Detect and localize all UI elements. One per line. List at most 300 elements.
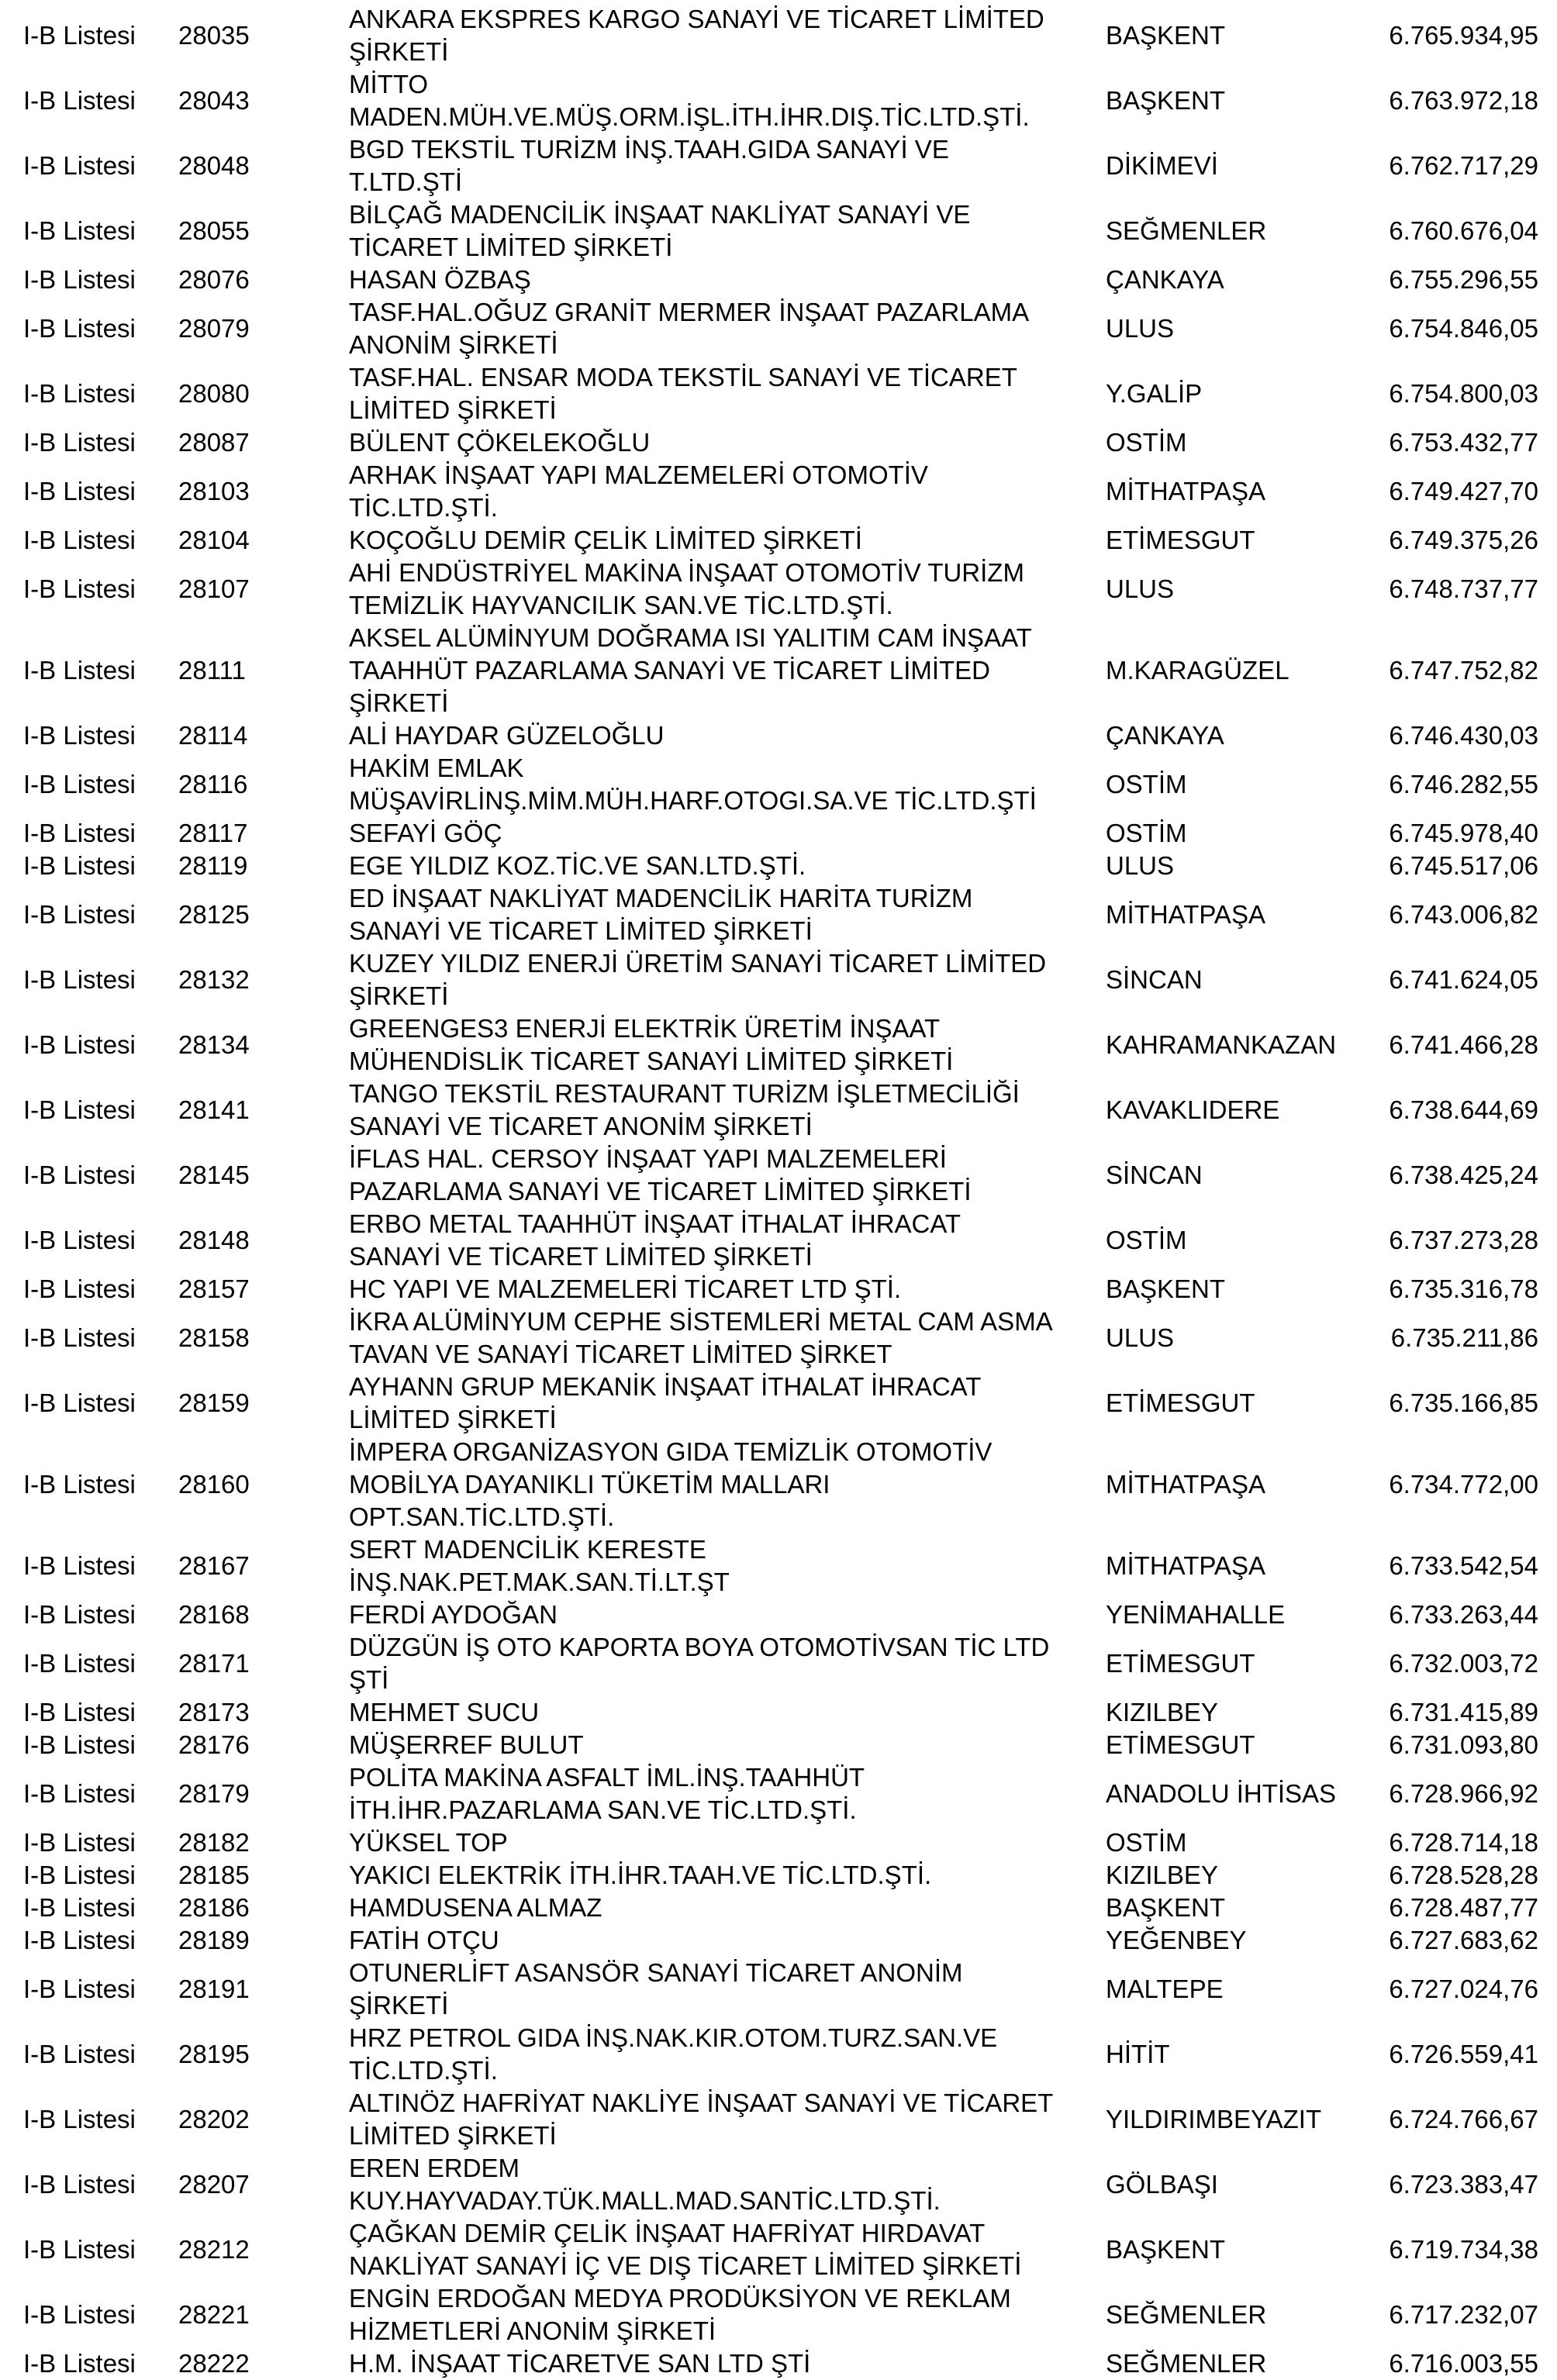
- taxpayer-name-line: KOÇOĞLU DEMİR ÇELİK LİMİTED ŞİRKETİ: [349, 526, 862, 554]
- record-number-cell: 28141: [178, 1095, 250, 1124]
- record-number-cell: 28173: [178, 1698, 250, 1726]
- taxpayer-name-cell: [349, 264, 1106, 296]
- list-type-cell: I-B Listesi: [23, 1861, 136, 1889]
- table-row: [23, 2087, 1538, 2152]
- tax-office-cell: KAVAKLIDERE: [1106, 1095, 1280, 1124]
- debt-amount-cell: 6.732.003,72: [1389, 1649, 1538, 1678]
- list-type-cell: I-B Listesi: [23, 2300, 136, 2329]
- list-type-cell: I-B Listesi: [23, 2235, 136, 2264]
- table-row: [23, 622, 1538, 719]
- taxpayer-name-line: FERDİ AYDOĞAN: [349, 1600, 558, 1629]
- record-number-cell: 28176: [178, 1730, 250, 1759]
- debt-amount-cell: 6.735.211,86: [1390, 1323, 1538, 1352]
- debt-amount-cell: 6.745.517,06: [1389, 851, 1538, 880]
- debt-amount-cell: 6.737.273,28: [1389, 1226, 1538, 1254]
- table-row: [23, 947, 1538, 1012]
- taxpayer-name-line: HAKİM EMLAK: [349, 754, 524, 782]
- taxpayer-name-line: OPT.SAN.TİC.LTD.ŞTİ.: [349, 1502, 615, 1531]
- list-type-cell: I-B Listesi: [23, 1893, 136, 1922]
- debt-amount-cell: 6.749.427,70: [1389, 477, 1538, 505]
- taxpayer-name-cell: [349, 882, 1106, 947]
- record-number-cell: 28195: [178, 2040, 250, 2068]
- taxpayer-name-cell: [349, 1826, 1106, 1859]
- taxpayer-name-cell: [349, 557, 1106, 622]
- list-type-cell: I-B Listesi: [23, 1095, 136, 1124]
- table-row: [23, 882, 1538, 947]
- tax-office-cell: ULUS: [1106, 574, 1175, 603]
- list-type-cell: I-B Listesi: [23, 1600, 136, 1629]
- tax-office-cell: OSTİM: [1106, 1828, 1187, 1857]
- tax-office-cell: BAŞKENT: [1106, 2235, 1226, 2264]
- record-number-cell: 28182: [178, 1828, 250, 1857]
- tax-office-cell: MİTHATPAŞA: [1106, 900, 1265, 929]
- taxpayer-name-line: MOBİLYA DAYANIKLI TÜKETİM MALLARI: [349, 1470, 830, 1499]
- table-row: [23, 752, 1538, 817]
- table-row: [23, 1012, 1538, 1078]
- list-type-cell: I-B Listesi: [23, 1730, 136, 1759]
- record-number-cell: 28191: [178, 1975, 250, 2003]
- debt-amount-cell: 6.765.934,95: [1389, 21, 1538, 50]
- taxpayer-name-cell: [349, 1143, 1106, 1208]
- tax-office-cell: KIZILBEY: [1106, 1861, 1218, 1889]
- taxpayer-name-line: AHİ ENDÜSTRİYEL MAKİNA İNŞAAT OTOMOTİV TURİZM: [349, 558, 1024, 587]
- list-type-cell: I-B Listesi: [23, 2105, 136, 2133]
- tax-office-cell: MİTHATPAŞA: [1106, 477, 1265, 505]
- list-type-cell: I-B Listesi: [23, 721, 136, 750]
- table-row: [23, 3, 1538, 68]
- taxpayer-name-cell: [349, 622, 1106, 719]
- taxpayer-name-cell: [349, 361, 1106, 426]
- taxpayer-name-cell: [349, 426, 1106, 459]
- debt-amount-cell: 6.734.772,00: [1389, 1470, 1538, 1499]
- tax-office-cell: OSTİM: [1106, 428, 1187, 457]
- table-row: [23, 459, 1538, 524]
- record-number-cell: 28171: [178, 1649, 250, 1678]
- tax-office-cell: DİKİMEVİ: [1106, 151, 1218, 180]
- tax-office-cell: ANADOLU İHTİSAS: [1106, 1779, 1337, 1808]
- record-number-cell: 28212: [178, 2235, 250, 2264]
- taxpayer-name-line: PAZARLAMA SANAYİ VE TİCARET LİMİTED ŞİRKETİ: [349, 1177, 972, 1206]
- taxpayer-name-line: ŞİRKETİ: [349, 981, 449, 1010]
- record-number-cell: 28079: [178, 314, 250, 343]
- debt-amount-cell: 6.738.425,24: [1389, 1161, 1538, 1189]
- list-type-cell: I-B Listesi: [23, 1698, 136, 1726]
- taxpayer-name-cell: [349, 2217, 1106, 2282]
- debt-amount-cell: 6.741.624,05: [1389, 965, 1538, 994]
- record-number-cell: 28114: [178, 721, 248, 750]
- taxpayer-name-line: KUY.HAYVADAY.TÜK.MALL.MAD.SANTİC.LTD.ŞTİ.: [349, 2186, 941, 2215]
- taxpayer-name-line: SEFAYİ GÖÇ: [349, 819, 502, 847]
- record-number-cell: 28148: [178, 1226, 250, 1254]
- taxpayer-name-cell: [349, 2022, 1106, 2087]
- debt-amount-cell: 6.741.466,28: [1389, 1030, 1538, 1059]
- record-number-cell: 28168: [178, 1600, 250, 1629]
- taxpayer-name-cell: [349, 752, 1106, 817]
- debt-amount-cell: 6.735.166,85: [1389, 1388, 1538, 1417]
- record-number-cell: 28111: [178, 656, 246, 685]
- table-row: [23, 1143, 1538, 1208]
- tax-office-cell: ULUS: [1106, 1323, 1175, 1352]
- taxpayer-name-cell: [349, 817, 1106, 850]
- table-row: [23, 1208, 1538, 1273]
- taxpayer-name-line: ENGİN ERDOĞAN MEDYA PRODÜKSİYON VE REKLAM: [349, 2284, 1011, 2313]
- debt-amount-cell: 6.716.003,55: [1389, 2349, 1538, 2378]
- tax-office-cell: ÇANKAYA: [1106, 721, 1224, 750]
- table-row: [23, 426, 1538, 459]
- list-type-cell: I-B Listesi: [23, 1470, 136, 1499]
- list-type-cell: I-B Listesi: [23, 1388, 136, 1417]
- tax-office-cell: ULUS: [1106, 314, 1175, 343]
- taxpayer-name-line: ERBO METAL TAAHHÜT İNŞAAT İTHALAT İHRACAT: [349, 1209, 961, 1238]
- taxpayer-name-line: DÜZGÜN İŞ OTO KAPORTA BOYA OTOMOTİVSAN TİC LTD: [349, 1633, 1050, 1661]
- taxpayer-name-line: HAMDUSENA ALMAZ: [349, 1893, 602, 1922]
- tax-office-cell: MİTHATPAŞA: [1106, 1551, 1265, 1580]
- record-number-cell: 28080: [178, 379, 250, 408]
- tax-office-cell: YILDIRIMBEYAZIT: [1106, 2105, 1322, 2133]
- record-number-cell: 28189: [178, 1926, 250, 1954]
- list-type-cell: I-B Listesi: [23, 851, 136, 880]
- taxpayer-name-line: TİCARET LİMİTED ŞİRKETİ: [349, 233, 673, 261]
- taxpayer-name-line: HASAN ÖZBAŞ: [349, 265, 531, 294]
- taxpayer-name-cell: [349, 1078, 1106, 1143]
- taxpayer-name-cell: [349, 1599, 1106, 1631]
- taxpayer-name-cell: [349, 1436, 1106, 1533]
- record-number-cell: 28132: [178, 965, 250, 994]
- table-row: [23, 1599, 1538, 1631]
- taxpayer-name-cell: [349, 1371, 1106, 1436]
- list-type-cell: I-B Listesi: [23, 819, 136, 847]
- table-row: [23, 2282, 1538, 2347]
- record-number-cell: 28119: [178, 851, 248, 880]
- taxpayer-name-line: TANGO TEKSTİL RESTAURANT TURİZM İŞLETMECİLİĞİ: [349, 1079, 1020, 1108]
- table-row: [23, 1924, 1538, 1957]
- taxpayer-name-line: İKRA ALÜMİNYUM CEPHE SİSTEMLERİ METAL CAM ASMA: [349, 1307, 1053, 1336]
- record-number-cell: 28048: [178, 151, 250, 180]
- table-row: [23, 2022, 1538, 2087]
- list-type-cell: I-B Listesi: [23, 216, 136, 245]
- taxpayer-name-line: TİC.LTD.ŞTİ.: [349, 493, 498, 522]
- taxpayer-name-cell: [349, 198, 1106, 264]
- record-number-cell: 28134: [178, 1030, 250, 1059]
- tax-office-cell: OSTİM: [1106, 770, 1187, 799]
- debt-amount-cell: 6.763.972,18: [1389, 86, 1538, 115]
- debt-amount-cell: 6.728.528,28: [1389, 1861, 1538, 1889]
- taxpayer-name-line: H.M. İNŞAAT TİCARETVE SAN LTD ŞTİ: [349, 2349, 811, 2378]
- taxpayer-name-line: HRZ PETROL GIDA İNŞ.NAK.KIR.OTOM.TURZ.SAN.VE: [349, 2023, 998, 2052]
- list-type-cell: I-B Listesi: [23, 477, 136, 505]
- taxpayer-name-line: MEHMET SUCU: [349, 1698, 540, 1726]
- taxpayer-name-line: İNŞ.NAK.PET.MAK.SAN.Tİ.LT.ŞT: [349, 1568, 730, 1596]
- tax-office-cell: BAŞKENT: [1106, 1893, 1226, 1922]
- table-row: [23, 1078, 1538, 1143]
- tax-office-cell: SİNCAN: [1106, 1161, 1203, 1189]
- list-type-cell: I-B Listesi: [23, 1649, 136, 1678]
- table-row: [23, 1533, 1538, 1599]
- debt-amount-cell: 6.728.966,92: [1389, 1779, 1538, 1808]
- debt-amount-cell: 6.731.093,80: [1389, 1730, 1538, 1759]
- record-number-cell: 28145: [178, 1161, 250, 1189]
- taxpayer-name-line: ŞİRKETİ: [349, 688, 449, 717]
- debt-amount-cell: 6.724.766,67: [1389, 2105, 1538, 2133]
- table-row: [23, 198, 1538, 264]
- debt-amount-cell: 6.745.978,40: [1389, 819, 1538, 847]
- record-number-cell: 28167: [178, 1551, 250, 1580]
- tax-office-cell: SEĞMENLER: [1106, 2300, 1267, 2329]
- tax-office-cell: BAŞKENT: [1106, 86, 1226, 115]
- taxpayer-name-line: MÜŞERREF BULUT: [349, 1730, 584, 1759]
- debt-amount-cell: 6.719.734,38: [1389, 2235, 1538, 2264]
- list-type-cell: I-B Listesi: [23, 2349, 136, 2378]
- list-type-cell: I-B Listesi: [23, 1030, 136, 1059]
- taxpayer-name-line: MADEN.MÜH.VE.MÜŞ.ORM.İŞL.İTH.İHR.DIŞ.TİC.LTD.ŞTİ.: [349, 102, 1030, 131]
- tax-office-cell: HİTİT: [1106, 2040, 1170, 2068]
- tax-office-cell: ETİMESGUT: [1106, 526, 1255, 554]
- taxpayer-name-cell: [349, 68, 1106, 133]
- record-number-cell: 28159: [178, 1388, 250, 1417]
- table-row: [23, 68, 1538, 133]
- table-row: [23, 1892, 1538, 1924]
- record-number-cell: 28157: [178, 1275, 250, 1303]
- taxpayer-name-line: ARHAK İNŞAAT YAPI MALZEMELERİ OTOMOTİV: [349, 460, 928, 489]
- debt-amount-cell: 6.723.383,47: [1389, 2170, 1538, 2199]
- debt-amount-cell: 6.754.800,03: [1389, 379, 1538, 408]
- table-row: [23, 1859, 1538, 1892]
- taxpayer-name-line: YAKICI ELEKTRİK İTH.İHR.TAAH.VE TİC.LTD.ŞTİ.: [349, 1861, 932, 1889]
- taxpayer-name-cell: [349, 1924, 1106, 1957]
- list-type-cell: I-B Listesi: [23, 428, 136, 457]
- taxpayer-name-line: TASF.HAL. ENSAR MODA TEKSTİL SANAYİ VE TİCARET: [349, 363, 1017, 391]
- taxpayer-name-line: İMPERA ORGANİZASYON GIDA TEMİZLİK OTOMOTİV: [349, 1437, 993, 1466]
- table-row: [23, 850, 1538, 882]
- record-number-cell: 28222: [178, 2349, 250, 2378]
- debt-amount-cell: 6.727.024,76: [1389, 1975, 1538, 2003]
- tax-office-cell: KAHRAMANKAZAN: [1106, 1030, 1337, 1059]
- list-type-cell: I-B Listesi: [23, 1975, 136, 2003]
- debt-amount-cell: 6.743.006,82: [1389, 900, 1538, 929]
- taxpayer-name-line: TAVAN VE SANAYİ TİCARET LİMİTED ŞİRKET: [349, 1340, 892, 1368]
- tax-office-cell: MALTEPE: [1106, 1975, 1224, 2003]
- tax-office-cell: SEĞMENLER: [1106, 2349, 1267, 2378]
- table-row: [23, 719, 1538, 752]
- table-row: [23, 1631, 1538, 1696]
- list-type-cell: I-B Listesi: [23, 770, 136, 799]
- tax-office-cell: ULUS: [1106, 851, 1175, 880]
- taxpayer-name-cell: [349, 2087, 1106, 2152]
- taxpayer-name-cell: [349, 1729, 1106, 1761]
- debt-amount-cell: 6.762.717,29: [1389, 151, 1538, 180]
- table-row: [23, 1729, 1538, 1761]
- taxpayer-name-line: İTH.İHR.PAZARLAMA SAN.VE TİC.LTD.ŞTİ.: [349, 1795, 857, 1824]
- taxpayer-name-cell: [349, 1306, 1106, 1371]
- tax-office-cell: ETİMESGUT: [1106, 1730, 1255, 1759]
- list-type-cell: I-B Listesi: [23, 1161, 136, 1189]
- taxpayer-name-line: AKSEL ALÜMİNYUM DOĞRAMA ISI YALITIM CAM İNŞAAT: [349, 623, 1032, 652]
- debt-amount-cell: 6.735.316,78: [1389, 1275, 1538, 1303]
- debt-amount-cell: 6.754.846,05: [1389, 314, 1538, 343]
- record-number-cell: 28117: [178, 819, 248, 847]
- list-type-cell: I-B Listesi: [23, 574, 136, 603]
- taxpayer-name-line: LİMİTED ŞİRKETİ: [349, 2121, 557, 2150]
- list-type-cell: I-B Listesi: [23, 1323, 136, 1352]
- taxpayer-name-line: MÜHENDİSLİK TİCARET SANAYİ LİMİTED ŞİRKETİ: [349, 1047, 954, 1075]
- taxpayer-name-cell: [349, 947, 1106, 1012]
- taxpayer-name-cell: [349, 3, 1106, 68]
- record-number-cell: 28207: [178, 2170, 250, 2199]
- list-type-cell: I-B Listesi: [23, 2170, 136, 2199]
- debt-amount-cell: 6.755.296,55: [1389, 265, 1538, 294]
- taxpayer-name-line: LİMİTED ŞİRKETİ: [349, 1405, 557, 1433]
- list-type-cell: I-B Listesi: [23, 1926, 136, 1954]
- record-number-cell: 28103: [178, 477, 250, 505]
- table-row: [23, 1957, 1538, 2022]
- list-type-cell: I-B Listesi: [23, 1226, 136, 1254]
- taxpayer-name-line: YÜKSEL TOP: [349, 1828, 508, 1857]
- taxpayer-name-cell: [349, 1761, 1106, 1826]
- table-row: [23, 1273, 1538, 1306]
- taxpayer-name-line: NAKLİYAT SANAYİ İÇ VE DIŞ TİCARET LİMİTED ŞİRKETİ: [349, 2251, 1022, 2280]
- taxpayer-name-line: T.LTD.ŞTİ: [349, 167, 463, 196]
- taxpayer-name-cell: [349, 2347, 1106, 2380]
- debt-amount-cell: 6.727.683,62: [1389, 1926, 1538, 1954]
- record-number-cell: 28055: [178, 216, 250, 245]
- table-row: [23, 817, 1538, 850]
- taxpayer-name-line: ANONİM ŞİRKETİ: [349, 330, 558, 359]
- table-row: [23, 1436, 1538, 1533]
- debt-amount-cell: 6.726.559,41: [1389, 2040, 1538, 2068]
- taxpayer-name-line: EGE YILDIZ KOZ.TİC.VE SAN.LTD.ŞTİ.: [349, 851, 806, 880]
- taxpayer-name-line: SANAYİ VE TİCARET ANONİM ŞİRKETİ: [349, 1112, 813, 1140]
- taxpayer-name-cell: [349, 2152, 1106, 2217]
- record-number-cell: 28221: [178, 2300, 250, 2329]
- taxpayer-name-cell: [349, 850, 1106, 882]
- taxpayer-name-line: HC YAPI VE MALZEMELERİ TİCARET LTD ŞTİ.: [349, 1275, 902, 1303]
- table-row: [23, 264, 1538, 296]
- taxpayer-name-line: EREN ERDEM: [349, 2154, 520, 2182]
- debt-amount-cell: 6.728.714,18: [1389, 1828, 1538, 1857]
- table-row: [23, 524, 1538, 557]
- debt-amount-cell: 6.733.542,54: [1389, 1551, 1538, 1580]
- debt-amount-cell: 6.748.737,77: [1389, 574, 1538, 603]
- list-type-cell: I-B Listesi: [23, 2040, 136, 2068]
- debt-amount-cell: 6.753.432,77: [1389, 428, 1538, 457]
- list-type-cell: I-B Listesi: [23, 1275, 136, 1303]
- record-number-cell: 28116: [178, 770, 248, 799]
- record-number-cell: 28158: [178, 1323, 250, 1352]
- tax-office-cell: Y.GALİP: [1106, 379, 1203, 408]
- tax-office-cell: SEĞMENLER: [1106, 216, 1267, 245]
- taxpayer-name-cell: [349, 296, 1106, 361]
- tax-office-cell: ÇANKAYA: [1106, 265, 1224, 294]
- taxpayer-name-cell: [349, 1859, 1106, 1892]
- taxpayer-name-cell: [349, 524, 1106, 557]
- taxpayer-name-line: BGD TEKSTİL TURİZM İNŞ.TAAH.GIDA SANAYİ VE: [349, 135, 949, 164]
- record-number-cell: 28125: [178, 900, 250, 929]
- taxpayer-name-cell: [349, 459, 1106, 524]
- record-number-cell: 28087: [178, 428, 250, 457]
- debt-amount-cell: 6.746.282,55: [1389, 770, 1538, 799]
- table-row: [23, 296, 1538, 361]
- tax-office-cell: BAŞKENT: [1106, 1275, 1226, 1303]
- taxpayer-name-line: SERT MADENCİLİK KERESTE: [349, 1535, 706, 1564]
- taxpayer-name-line: TEMİZLİK HAYVANCILIK SAN.VE TİC.LTD.ŞTİ.: [349, 591, 893, 619]
- taxpayer-name-line: ED İNŞAAT NAKLİYAT MADENCİLİK HARİTA TURİZM: [349, 884, 973, 912]
- list-type-cell: I-B Listesi: [23, 656, 136, 685]
- taxpayer-name-line: TAAHHÜT PAZARLAMA SANAYİ VE TİCARET LİMİTED: [349, 656, 991, 685]
- record-number-cell: 28035: [178, 21, 250, 50]
- table-body: [23, 3, 1538, 2380]
- record-number-cell: 28160: [178, 1470, 250, 1499]
- taxpayer-name-line: SANAYİ VE TİCARET LİMİTED ŞİRKETİ: [349, 916, 813, 945]
- table-row: [23, 1371, 1538, 1436]
- debt-amount-cell: 6.717.232,07: [1389, 2300, 1538, 2329]
- table-row: [23, 1306, 1538, 1371]
- taxpayer-name-line: MİTTO: [349, 70, 429, 98]
- taxpayer-name-line: BİLÇAĞ MADENCİLİK İNŞAAT NAKLİYAT SANAYİ VE: [349, 200, 971, 229]
- list-type-cell: I-B Listesi: [23, 21, 136, 50]
- taxpayer-name-cell: [349, 1892, 1106, 1924]
- debt-amount-cell: 6.731.415,89: [1389, 1698, 1538, 1726]
- table-row: [23, 133, 1538, 198]
- table-row: [23, 557, 1538, 622]
- taxpayer-name-line: SANAYİ VE TİCARET LİMİTED ŞİRKETİ: [349, 1242, 813, 1271]
- taxpayer-name-line: BÜLENT ÇÖKELEKOĞLU: [349, 428, 651, 457]
- taxpayer-name-line: ÇAĞKAN DEMİR ÇELİK İNŞAAT HAFRİYAT HIRDAVAT: [349, 2219, 986, 2247]
- tax-office-cell: OSTİM: [1106, 819, 1187, 847]
- table-row: [23, 2152, 1538, 2217]
- debt-amount-cell: 6.728.487,77: [1389, 1893, 1538, 1922]
- taxpayer-name-line: OTUNERLİFT ASANSÖR SANAYİ TİCARET ANONİM: [349, 1958, 963, 1987]
- tax-office-cell: ETİMESGUT: [1106, 1649, 1255, 1678]
- tax-office-cell: YEĞENBEY: [1106, 1926, 1247, 1954]
- taxpayer-list-table: [23, 3, 1538, 2380]
- list-type-cell: I-B Listesi: [23, 314, 136, 343]
- table-row: [23, 1761, 1538, 1826]
- taxpayer-name-cell: [349, 1533, 1106, 1599]
- taxpayer-name-cell: [349, 1208, 1106, 1273]
- taxpayer-name-cell: [349, 1631, 1106, 1696]
- debt-amount-cell: 6.760.676,04: [1389, 216, 1538, 245]
- taxpayer-name-line: HİZMETLERİ ANONİM ŞİRKETİ: [349, 2316, 716, 2345]
- list-type-cell: I-B Listesi: [23, 86, 136, 115]
- taxpayer-name-line: FATİH OTÇU: [349, 1926, 499, 1954]
- record-number-cell: 28076: [178, 265, 250, 294]
- table-row: [23, 361, 1538, 426]
- taxpayer-name-line: TASF.HAL.OĞUZ GRANİT MERMER İNŞAAT PAZARLAMA: [349, 298, 1030, 326]
- taxpayer-name-line: ANKARA EKSPRES KARGO SANAYİ VE TİCARET LİMİTED: [349, 5, 1044, 33]
- taxpayer-name-line: KUZEY YILDIZ ENERJİ ÜRETİM SANAYİ TİCARET LİMİTED: [349, 949, 1047, 978]
- tax-office-cell: YENİMAHALLE: [1106, 1600, 1286, 1629]
- taxpayer-name-line: İFLAS HAL. CERSOY İNŞAAT YAPI MALZEMELERİ: [349, 1144, 947, 1173]
- tax-office-cell: BAŞKENT: [1106, 21, 1226, 50]
- taxpayer-name-cell: [349, 1696, 1106, 1729]
- table-row: [23, 2217, 1538, 2282]
- taxpayer-name-line: ŞTİ: [349, 1665, 389, 1694]
- record-number-cell: 28107: [178, 574, 250, 603]
- debt-amount-cell: 6.747.752,82: [1389, 656, 1538, 685]
- taxpayer-name-line: ALİ HAYDAR GÜZELOĞLU: [349, 721, 665, 750]
- taxpayer-name-cell: [349, 1957, 1106, 2022]
- taxpayer-name-cell: [349, 2282, 1106, 2347]
- record-number-cell: 28043: [178, 86, 250, 115]
- tax-office-cell: GÖLBAŞI: [1106, 2170, 1218, 2199]
- taxpayer-name-line: POLİTA MAKİNA ASFALT İML.İNŞ.TAAHHÜT: [349, 1763, 865, 1792]
- taxpayer-name-cell: [349, 133, 1106, 198]
- list-type-cell: I-B Listesi: [23, 900, 136, 929]
- list-type-cell: I-B Listesi: [23, 965, 136, 994]
- tax-office-cell: MİTHATPAŞA: [1106, 1470, 1265, 1499]
- record-number-cell: 28179: [178, 1779, 250, 1808]
- record-number-cell: 28104: [178, 526, 250, 554]
